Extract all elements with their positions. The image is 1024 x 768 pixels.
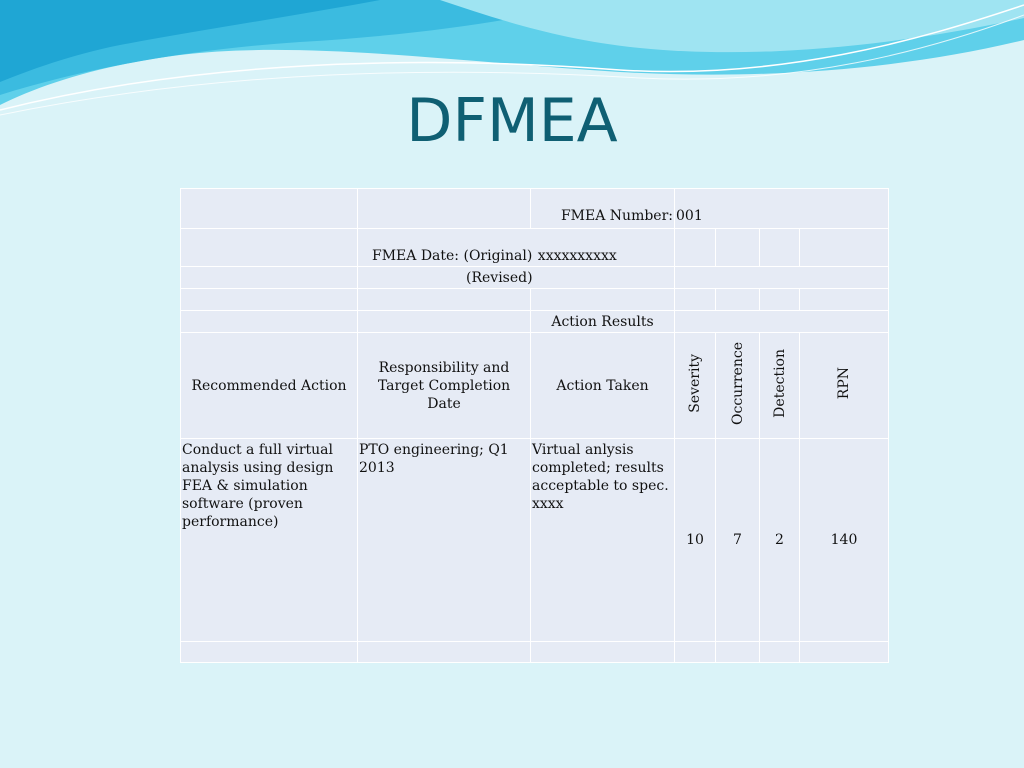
fmea-number-row — [181, 189, 889, 229]
empty-cell — [675, 229, 716, 267]
responsibility-cell: PTO engineering; Q1 2013 — [358, 439, 531, 642]
header-severity: Severity — [687, 353, 703, 413]
empty-cell — [760, 229, 800, 267]
header-rpn-cell — [800, 333, 889, 439]
header-occurrence-cell — [716, 333, 760, 439]
header-detection: Detection — [771, 348, 788, 418]
table-row — [181, 439, 889, 642]
header-action-taken: Action Taken — [531, 333, 675, 439]
empty-cell — [800, 642, 889, 663]
empty-cell — [716, 229, 760, 267]
empty-cell — [358, 642, 531, 663]
revised-row — [181, 267, 889, 289]
revised-label: (Revised) — [466, 269, 533, 286]
empty-cell — [531, 642, 675, 663]
empty-cell — [716, 289, 760, 311]
empty-cell — [675, 289, 716, 311]
rpn-value: 140 — [800, 439, 889, 642]
slide-title: DFMEA — [406, 86, 618, 156]
empty-cell — [181, 642, 358, 663]
occurrence-value: 7 — [716, 439, 760, 642]
fmea-number-value: 001 — [675, 189, 889, 229]
detection-value: 2 — [760, 439, 800, 642]
empty-cell — [181, 289, 358, 311]
column-header-row — [181, 333, 889, 439]
fmea-number-label: FMEA Number: — [531, 189, 675, 229]
fmea-date-value: xxxxxxxxxx — [537, 248, 617, 264]
empty-cell — [675, 267, 889, 289]
empty-cell — [358, 289, 531, 311]
footer-row — [181, 642, 889, 663]
empty-cell — [760, 642, 800, 663]
severity-value: 10 — [675, 439, 716, 642]
recommended-action-cell: Conduct a full virtual analysis using design FEA & simulation software (proven performance) — [181, 439, 358, 642]
empty-cell — [760, 289, 800, 311]
header-recommended-action: Recommended Action — [181, 333, 358, 439]
dfmea-table — [180, 188, 889, 663]
spacer-row — [181, 289, 889, 311]
fmea-date-cell — [358, 229, 675, 267]
action-results-label: Action Results — [531, 311, 675, 333]
empty-cell — [675, 642, 716, 663]
empty-cell — [800, 289, 889, 311]
header-detection-cell — [760, 333, 800, 439]
empty-cell — [181, 311, 358, 333]
empty-cell — [358, 311, 531, 333]
header-rpn: RPN — [836, 366, 852, 400]
action-taken-cell: Virtual anlysis completed; results acceptable to spec. xxxx — [531, 439, 675, 642]
empty-cell — [181, 267, 358, 289]
empty-cell — [181, 229, 358, 267]
empty-cell — [716, 642, 760, 663]
empty-cell — [800, 229, 889, 267]
revised-cell — [358, 267, 675, 289]
empty-cell — [675, 311, 889, 333]
fmea-date-row — [181, 229, 889, 267]
empty-cell — [181, 189, 358, 229]
action-results-row — [181, 311, 889, 333]
empty-cell — [358, 189, 531, 229]
header-severity-cell — [675, 333, 716, 439]
header-occurrence: Occurrence — [729, 341, 746, 425]
fmea-date-label: FMEA Date: (Original) — [372, 248, 533, 264]
header-responsibility: Responsibility and Target Completion Date — [358, 333, 531, 439]
empty-cell — [531, 289, 675, 311]
